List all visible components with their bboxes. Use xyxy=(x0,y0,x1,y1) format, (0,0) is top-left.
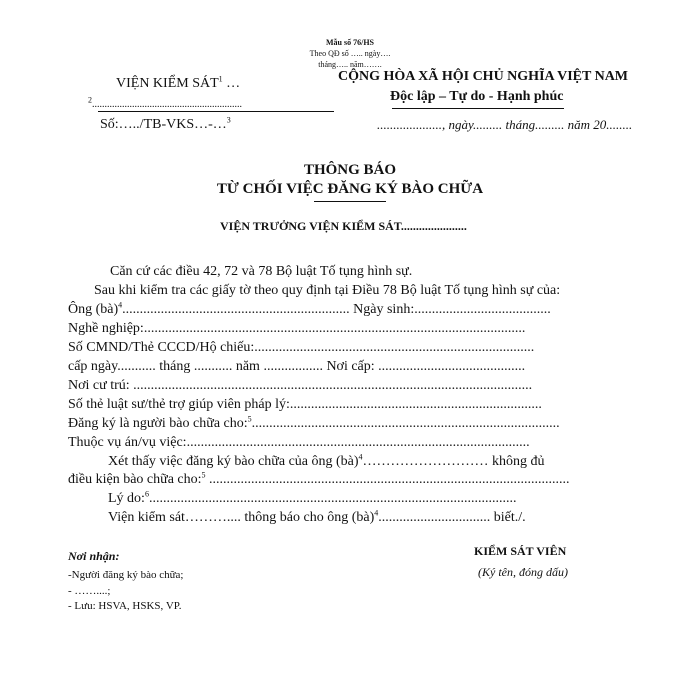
agency-tail: … xyxy=(222,76,241,91)
notify-footnote: 4 xyxy=(374,508,379,518)
agency-footnote: 1 xyxy=(218,74,223,84)
sub-agency-line xyxy=(88,95,242,110)
issue-line: cấp ngày........... tháng ........... năm ................. Nơi cấp: .......................................... xyxy=(68,359,526,374)
recipients-title: Nơi nhận: xyxy=(68,549,120,563)
title-underline xyxy=(314,201,386,202)
signature-note: (Ký tên, đóng dấu) xyxy=(478,565,568,579)
issuer: VIỆN TRƯỞNG VIỆN KIỂM SÁT...................... xyxy=(220,219,467,233)
person-fields: ................................................................. Ngày sinh:....................................... xyxy=(122,302,551,317)
reason-dots: ......................................................................................................... xyxy=(148,491,517,506)
sub-agency-footnote: 2 xyxy=(88,95,92,105)
reason-footnote: 6 xyxy=(144,489,149,499)
form-decision: Theo QĐ số ….. ngày…. xyxy=(309,49,391,58)
recipient-item: - ……....; xyxy=(68,585,111,597)
document-subtitle: TỪ CHỐI VIỆC ĐĂNG KÝ BÀO CHỮA xyxy=(216,181,484,197)
check-line: Sau khi kiểm tra các giấy tờ theo quy định tại Điều 78 Bộ luật Tố tụng hình sự của: xyxy=(94,283,561,298)
condition-label: điều kiện bào chữa cho: xyxy=(68,472,202,487)
signature-title: KIỂM SÁT VIÊN xyxy=(474,544,567,558)
form-date: tháng….. năm……. xyxy=(318,60,382,69)
reason-line xyxy=(108,491,516,507)
reason-label: Lý do: xyxy=(108,491,145,506)
case-line: Thuộc vụ án/vụ việc:.................................................................................................. xyxy=(68,435,530,450)
person-label: Ông (bà) xyxy=(68,302,119,317)
notify-tail: ................................ biết./. xyxy=(378,510,526,525)
consider-line xyxy=(108,454,545,470)
registration-label: Đăng ký là người bào chữa cho: xyxy=(68,416,248,431)
basis-line: Căn cứ các điều 42, 72 và 78 Bộ luật Tố tụng hình sự. xyxy=(110,264,413,279)
sub-agency-underline xyxy=(98,111,334,112)
consider-text: Xét thấy việc đăng ký bào chữa của ông (bà) xyxy=(108,454,359,469)
nation-name: CỘNG HÒA XÃ HỘI CHỦ NGHĨA VIỆT NAM xyxy=(338,69,629,84)
document-number xyxy=(100,117,231,133)
condition-line xyxy=(68,472,570,488)
job-line: Nghề nghiệp:............................................................................................................. xyxy=(68,321,526,336)
notify-text: Viện kiểm sát……….... thông báo cho ông (bà) xyxy=(108,510,375,525)
form-code: Mẫu số 76/HS xyxy=(325,38,374,47)
date-line: ...................., ngày......... tháng......... năm 20........ xyxy=(377,117,633,132)
condition-footnote: 5 xyxy=(201,470,206,480)
document-number-text: Số:…../TB-VKS…-… xyxy=(100,117,227,132)
registration-dots: ........................................................................................ xyxy=(251,416,560,431)
id-line: Số CMND/Thẻ CCCD/Hộ chiếu:................................................................................ xyxy=(68,340,535,355)
agency-name xyxy=(116,76,240,92)
recipient-item: - Lưu: HSVA, HSKS, VP. xyxy=(68,600,182,612)
registration-footnote: 5 xyxy=(247,414,252,424)
sub-agency-dots: ............................................................ xyxy=(92,99,242,110)
person-footnote: 4 xyxy=(118,300,123,310)
consider-tail: ……………………… không đủ xyxy=(362,454,545,469)
notify-line xyxy=(108,510,526,526)
registration-line xyxy=(68,416,560,432)
document-title: THÔNG BÁO xyxy=(303,162,397,178)
national-motto: Độc lập – Tự do - Hạnh phúc xyxy=(390,89,564,104)
motto-underline xyxy=(392,108,564,109)
agency-text: VIỆN KIỂM SÁT xyxy=(116,76,219,91)
recipient-item: -Người đăng ký bào chữa; xyxy=(68,569,184,581)
document-number-footnote: 3 xyxy=(226,115,231,125)
person-line xyxy=(68,302,551,318)
condition-dots: ....................................................................................................... xyxy=(205,472,570,487)
consider-footnote: 4 xyxy=(358,452,363,462)
form-reference xyxy=(300,37,400,70)
license-line: Số thẻ luật sư/thẻ trợ giúp viên pháp lý:........................................................................ xyxy=(68,397,542,412)
residence-line: Nơi cư trú: .................................................................................................................. xyxy=(68,378,533,393)
